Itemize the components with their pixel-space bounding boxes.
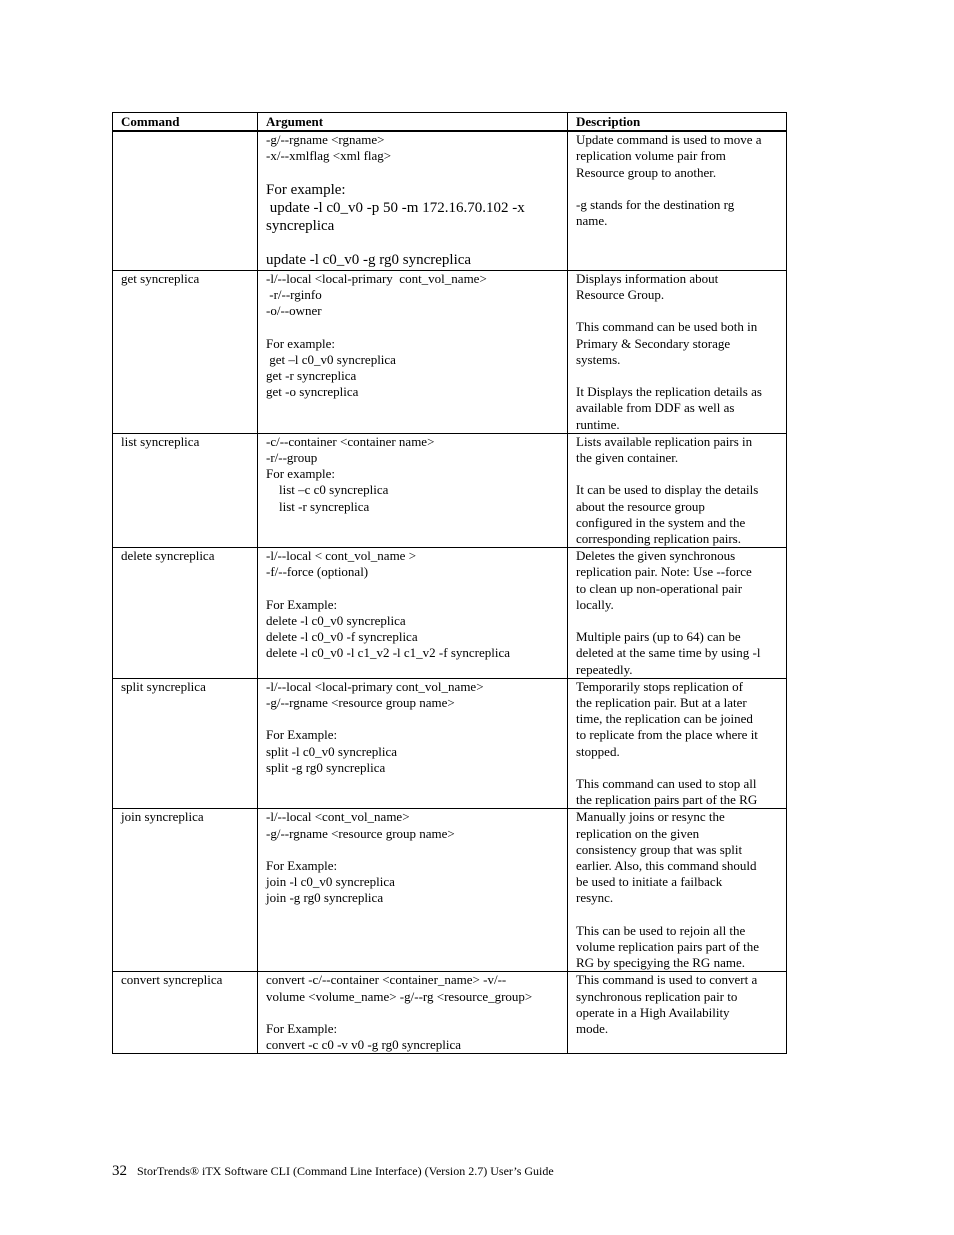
header-description: Description xyxy=(568,113,787,132)
argument-line: For example: xyxy=(266,335,335,351)
argument-line: list -r syncreplica xyxy=(266,498,370,514)
argument-cell xyxy=(258,548,568,679)
description-line: replication on the given xyxy=(576,825,700,841)
description-line: Deletes the given synchronous xyxy=(576,548,736,564)
description-cell xyxy=(568,548,787,679)
description-line: consistency group that was split xyxy=(576,841,743,857)
command-cell xyxy=(113,678,258,809)
description-cell xyxy=(568,131,787,270)
description-line: corresponding replication pairs. xyxy=(576,530,741,546)
description-line: This command can be used both in xyxy=(576,319,758,335)
command-cell xyxy=(113,972,258,1054)
command-name: join syncreplica xyxy=(121,809,204,825)
description-line: This command is used to convert a xyxy=(576,972,758,988)
description-line: mode. xyxy=(576,1020,609,1036)
command-name: delete syncreplica xyxy=(121,548,215,564)
description-line: about the resource group xyxy=(576,498,705,514)
blank-line xyxy=(266,319,564,335)
description-line: Multiple pairs (up to 64) can be xyxy=(576,629,741,645)
argument-line: update -l c0_v0 -g rg0 syncreplica xyxy=(266,251,472,268)
description-line: to replicate from the place where it xyxy=(576,727,758,743)
blank-line xyxy=(266,165,564,181)
command-cell xyxy=(113,131,258,270)
argument-line: -r/--rginfo xyxy=(266,286,322,302)
blank-line xyxy=(576,303,783,319)
argument-line: list –c c0 syncreplica xyxy=(266,482,389,498)
argument-cell xyxy=(258,809,568,972)
blank-line xyxy=(266,1005,564,1021)
argument-line: join -l c0_v0 syncreplica xyxy=(266,874,395,890)
table-row xyxy=(113,678,787,809)
argument-line: -l/--local <local-primary cont_vol_name> xyxy=(266,270,487,286)
command-name: split syncreplica xyxy=(121,678,206,694)
blank-line xyxy=(576,466,783,482)
description-line: Manually joins or resync the xyxy=(576,809,725,825)
description-line: Primary & Secondary storage xyxy=(576,335,731,351)
command-table xyxy=(112,112,787,1054)
argument-cell xyxy=(258,678,568,809)
argument-cell xyxy=(258,270,568,433)
table-row xyxy=(113,548,787,679)
description-line: Resource group to another. xyxy=(576,164,717,180)
command-cell xyxy=(113,809,258,972)
command-name xyxy=(121,132,254,148)
blank-line xyxy=(576,907,783,923)
description-line: Update command is used to move a xyxy=(576,132,762,148)
command-name: list syncreplica xyxy=(121,433,200,449)
argument-line: convert -c c0 -v v0 -g rg0 syncreplica xyxy=(266,1037,462,1053)
description-line: -g stands for the destination rg xyxy=(576,197,735,212)
description-line: the given container. xyxy=(576,449,679,465)
argument-line: join -g rg0 syncreplica xyxy=(266,890,384,906)
description-line: systems. xyxy=(576,351,621,367)
table-row xyxy=(113,433,787,547)
description-cell xyxy=(568,270,787,433)
description-line: earlier. Also, this command should xyxy=(576,857,757,873)
description-line: operate in a High Availability xyxy=(576,1004,730,1020)
header-command: Command xyxy=(113,113,258,132)
argument-line: volume <volume_name> -g/--rg <resource_group> xyxy=(266,988,533,1004)
blank-line xyxy=(266,581,564,597)
argument-line: -c/--container <container name> xyxy=(266,433,435,449)
argument-line: For Example: xyxy=(266,596,338,612)
argument-line: -l/--local <cont_vol_name> xyxy=(266,809,410,825)
argument-line: get -o syncreplica xyxy=(266,384,359,400)
command-cell xyxy=(113,548,258,679)
blank-line xyxy=(266,235,564,251)
description-line: It can be used to display the details xyxy=(576,482,759,498)
argument-line: split -g rg0 syncreplica xyxy=(266,759,386,775)
description-line: This command can used to stop all xyxy=(576,775,757,791)
description-line: available from DDF as well as xyxy=(576,400,735,416)
description-line: It Displays the replication details as xyxy=(576,384,762,400)
description-line: replication volume pair from xyxy=(576,148,726,164)
header-argument: Argument xyxy=(258,113,568,132)
description-line: be used to initiate a failback xyxy=(576,874,723,890)
description-line: the replication pair. But at a later xyxy=(576,694,747,710)
description-line: This can be used to rejoin all the xyxy=(576,922,746,938)
argument-line: -x/--xmlflag <xml flag> xyxy=(266,148,392,164)
description-line: Lists available replication pairs in xyxy=(576,433,753,449)
argument-line: For Example: xyxy=(266,727,338,743)
table-row xyxy=(113,270,787,433)
argument-line: For Example: xyxy=(266,1020,338,1036)
argument-line: -g/--rgname <resource group name> xyxy=(266,694,455,710)
argument-line: -l/--local <local-primary cont_vol_name> xyxy=(266,678,484,694)
description-line: RG by specigying the RG name. xyxy=(576,955,745,971)
argument-line: -g/--rgname <rgname> xyxy=(266,132,385,148)
description-cell xyxy=(568,678,787,809)
argument-line: -l/--local < cont_vol_name > xyxy=(266,548,417,564)
description-line: deleted at the same time by using -l xyxy=(576,645,761,661)
blank-line xyxy=(576,613,783,629)
description-cell xyxy=(568,972,787,1054)
argument-line: delete -l c0_v0 syncreplica xyxy=(266,612,406,628)
command-name: get syncreplica xyxy=(121,270,200,286)
argument-line: delete -l c0_v0 -f syncreplica xyxy=(266,629,418,645)
argument-line: For example: xyxy=(266,466,335,482)
description-line: configured in the system and the xyxy=(576,514,746,530)
command-cell xyxy=(113,270,258,433)
blank-line xyxy=(576,760,783,776)
argument-line: syncreplica xyxy=(266,217,335,234)
description-line: Temporarily stops replication of xyxy=(576,678,743,694)
argument-line: -f/--force (optional) xyxy=(266,564,369,580)
page-number: 32 xyxy=(112,1163,127,1179)
command-cell xyxy=(113,433,258,547)
description-line: locally. xyxy=(576,596,614,612)
argument-line: get –l c0_v0 syncreplica xyxy=(266,351,396,367)
description-line: name. xyxy=(576,213,608,229)
description-line: stopped. xyxy=(576,743,620,759)
argument-cell xyxy=(258,131,568,270)
blank-line xyxy=(266,842,564,858)
argument-cell xyxy=(258,433,568,547)
description-line: repeatedly. xyxy=(576,661,633,677)
description-line: synchronous replication pair to xyxy=(576,988,738,1004)
description-line: Resource Group. xyxy=(576,286,665,302)
argument-line: update -l c0_v0 -p 50 -m 172.16.70.102 -x xyxy=(266,199,525,216)
blank-line xyxy=(576,368,783,384)
argument-line: get -r syncreplica xyxy=(266,367,357,383)
table-row xyxy=(113,809,787,972)
footer-title: StorTrends® iTX Software CLI (Command Line Interface) (Version 2.7) User’s Guide xyxy=(137,1164,554,1178)
command-name: convert syncreplica xyxy=(121,972,223,988)
argument-line: -r/--group xyxy=(266,449,318,465)
argument-line: -o/--owner xyxy=(266,303,322,319)
page-footer xyxy=(112,1162,554,1180)
description-line: time, the replication can be joined xyxy=(576,711,753,727)
argument-line: For Example: xyxy=(266,857,338,873)
table-row xyxy=(113,972,787,1054)
description-line: replication pair. Note: Use --force xyxy=(576,564,752,580)
description-line: volume replication pairs part of the xyxy=(576,938,760,954)
blank-line xyxy=(266,711,564,727)
argument-line: For example: xyxy=(266,181,346,198)
table-row xyxy=(113,131,787,270)
description-line: resync. xyxy=(576,890,614,906)
table-body xyxy=(113,131,787,1054)
description-line: the replication pairs part of the RG xyxy=(576,792,758,808)
argument-line: convert -c/--container <container_name> -v/-- xyxy=(266,972,507,988)
argument-line: -g/--rgname <resource group name> xyxy=(266,825,455,841)
description-cell xyxy=(568,433,787,547)
table-header-row xyxy=(113,113,787,132)
description-line: Displays information about xyxy=(576,270,719,286)
description-cell xyxy=(568,809,787,972)
argument-cell xyxy=(258,972,568,1054)
description-line: runtime. xyxy=(576,416,620,432)
argument-line: delete -l c0_v0 -l c1_v2 -l c1_v2 -f syncreplica xyxy=(266,645,511,661)
argument-line: split -l c0_v0 syncreplica xyxy=(266,743,398,759)
blank-line xyxy=(576,181,783,197)
description-line: to clean up non-operational pair xyxy=(576,580,743,596)
